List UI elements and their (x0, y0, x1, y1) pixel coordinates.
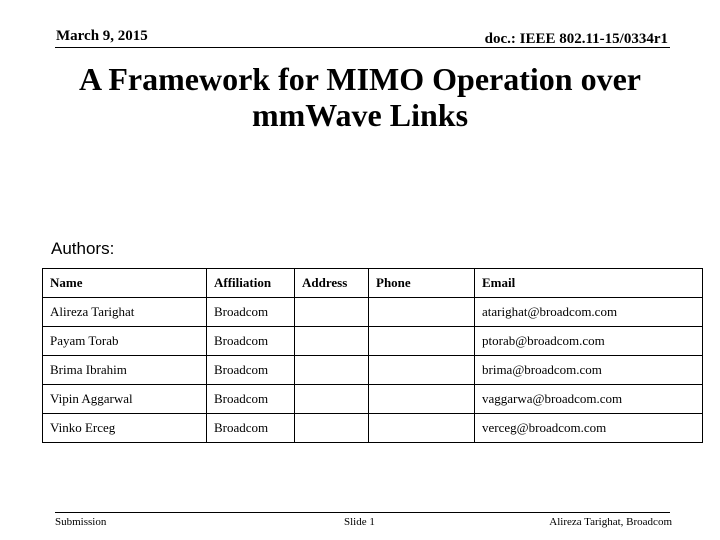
author-address (295, 414, 369, 443)
footer-slide-number: Slide 1 (344, 516, 375, 528)
footer-divider (55, 512, 670, 513)
footer-author: Alireza Tarighat, Broadcom (549, 516, 672, 528)
author-email: brima@broadcom.com (475, 356, 703, 385)
authors-label: Authors: (51, 239, 115, 258)
slide-title (40, 61, 680, 133)
author-address (295, 298, 369, 327)
author-affiliation: Broadcom (207, 298, 295, 327)
column-header-phone: Phone (369, 269, 475, 298)
authors-table (42, 268, 703, 443)
table-row (43, 298, 703, 327)
author-name: Alireza Tarighat (43, 298, 207, 327)
author-name: Payam Torab (43, 327, 207, 356)
author-phone (369, 356, 475, 385)
author-email: vaggarwa@broadcom.com (475, 385, 703, 414)
author-address (295, 356, 369, 385)
slide-title-line-2: mmWave Links (251, 97, 469, 133)
column-header-email: Email (475, 269, 703, 298)
footer-submission: Submission (55, 516, 107, 528)
table-row (43, 414, 703, 443)
author-name: Brima Ibrahim (43, 356, 207, 385)
table-row (43, 385, 703, 414)
author-affiliation: Broadcom (207, 414, 295, 443)
table-row (43, 327, 703, 356)
author-email: atarighat@broadcom.com (475, 298, 703, 327)
author-phone (369, 414, 475, 443)
header-doc-id: doc.: IEEE 802.11-15/0334r1 (484, 31, 668, 47)
column-header-address: Address (295, 269, 369, 298)
column-header-name: Name (43, 269, 207, 298)
author-name: Vipin Aggarwal (43, 385, 207, 414)
header-divider (55, 47, 670, 48)
author-email: ptorab@broadcom.com (475, 327, 703, 356)
author-affiliation: Broadcom (207, 385, 295, 414)
author-email: verceg@broadcom.com (475, 414, 703, 443)
slide-title-line-1: A Framework for MIMO Operation over (79, 61, 641, 97)
table-row (43, 356, 703, 385)
author-phone (369, 385, 475, 414)
author-phone (369, 298, 475, 327)
author-affiliation: Broadcom (207, 356, 295, 385)
author-name: Vinko Erceg (43, 414, 207, 443)
author-affiliation: Broadcom (207, 327, 295, 356)
header-date: March 9, 2015 (56, 28, 148, 44)
author-phone (369, 327, 475, 356)
table-header-row (43, 269, 703, 298)
author-address (295, 327, 369, 356)
author-address (295, 385, 369, 414)
column-header-affiliation: Affiliation (207, 269, 295, 298)
